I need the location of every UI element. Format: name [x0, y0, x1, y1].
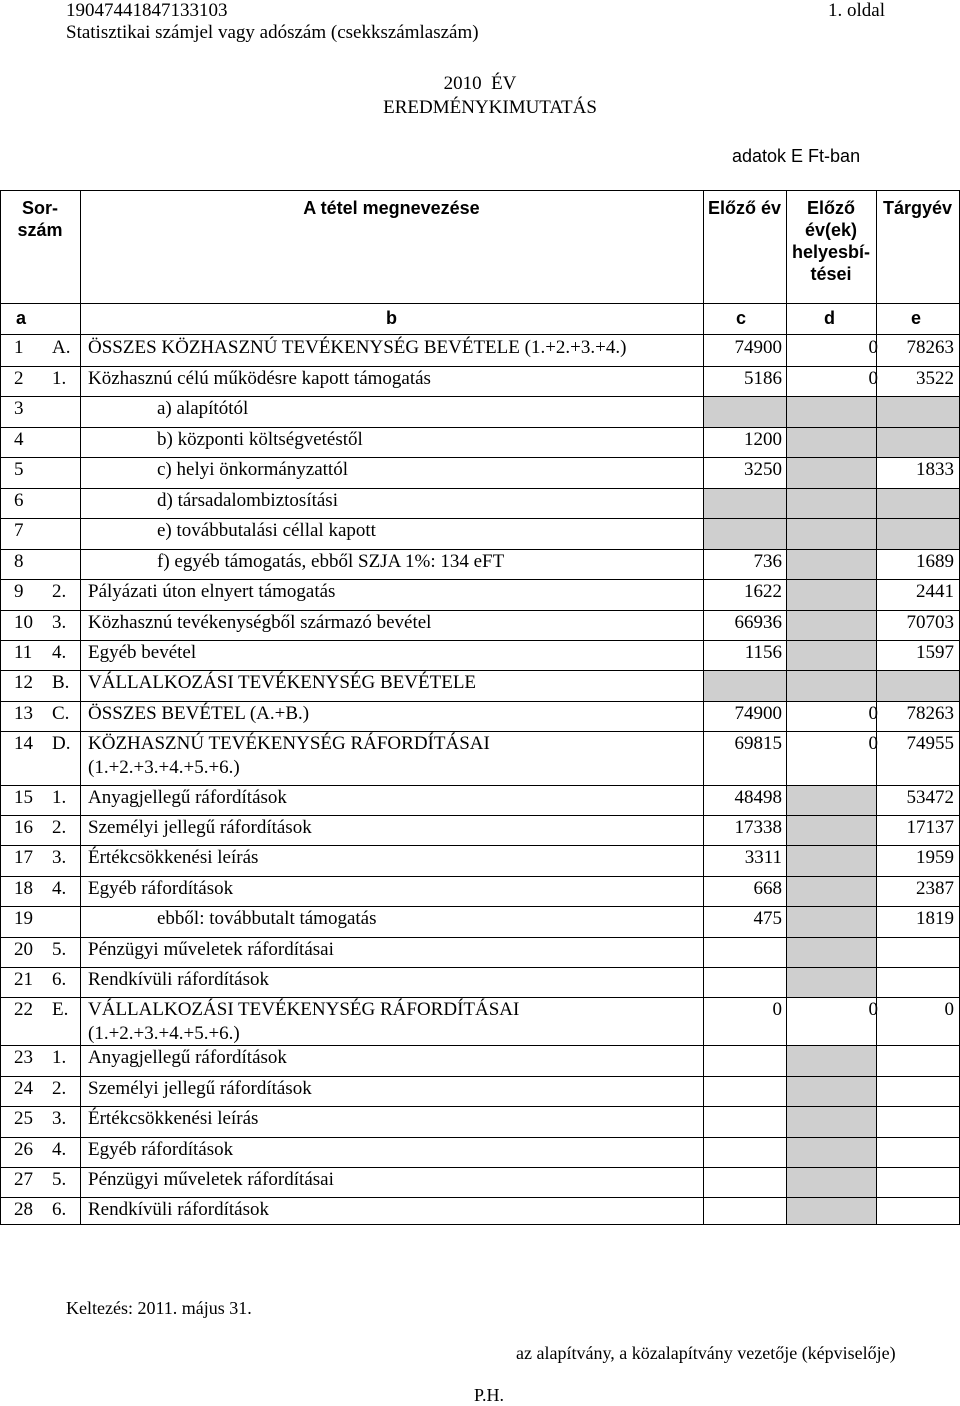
letter-a: a — [16, 308, 27, 328]
value-adjustments: 0 — [868, 733, 878, 754]
row-number: 6 — [14, 490, 24, 511]
item-code: 3. — [52, 612, 67, 633]
value-previous-year: 668 — [753, 878, 782, 899]
item-name: f) egyéb támogatás, ebből SZJA 1%: 134 eFT — [157, 551, 505, 572]
item-code: 1. — [52, 787, 67, 808]
row-number: 7 — [14, 520, 24, 541]
item-code: 6. — [52, 969, 67, 990]
row-number: 8 — [14, 551, 24, 572]
value-current-year: 1819 — [916, 908, 954, 929]
shaded-cell — [787, 428, 876, 457]
letter-b: b — [386, 308, 397, 328]
shaded-cell — [787, 641, 876, 670]
item-code: C. — [52, 703, 70, 724]
date-line: Keltezés: 2011. május 31. — [66, 1298, 252, 1318]
value-previous-year: 5186 — [744, 368, 782, 389]
item-name: Egyéb ráfordítások — [88, 1139, 234, 1160]
item-name: ÖSSZES BEVÉTEL (A.+B.) — [88, 703, 310, 724]
value-current-year: 1959 — [916, 847, 954, 868]
item-code: 4. — [52, 878, 67, 899]
item-name: c) helyi önkormányzattól — [157, 459, 348, 480]
value-previous-year: 48498 — [734, 787, 782, 808]
value-previous-year: 475 — [753, 908, 782, 929]
shaded-cell — [787, 671, 876, 701]
identifier-caption: Statisztikai számjel vagy adószám (csekkszámlaszám) — [66, 22, 479, 43]
value-current-year: 17137 — [906, 817, 954, 838]
row-number: 22 — [14, 999, 33, 1020]
row-number: 23 — [14, 1047, 33, 1068]
item-code: 5. — [52, 939, 67, 960]
value-current-year: 53472 — [906, 787, 954, 808]
row-divider — [0, 366, 960, 367]
shaded-cell — [787, 489, 876, 518]
value-previous-year: 1622 — [744, 581, 782, 602]
page-number: 1. oldal — [828, 0, 885, 21]
row-number: 21 — [14, 969, 33, 990]
item-name: a) alapítótól — [157, 398, 249, 419]
item-name: Értékcsökkenési leírás — [88, 1108, 259, 1129]
letter-e: e — [911, 308, 922, 328]
shaded-cell — [787, 786, 876, 815]
shaded-cell — [787, 1198, 876, 1224]
report-year: 2010 ÉV — [443, 73, 517, 94]
row-number: 11 — [14, 642, 33, 663]
header-item-name: A tétel megnevezése — [303, 198, 480, 218]
value-previous-year: 66936 — [734, 612, 782, 633]
value-adjustments: 0 — [868, 337, 878, 358]
value-current-year: 2441 — [916, 581, 954, 602]
shaded-cell — [877, 671, 959, 701]
shaded-cell — [787, 550, 876, 579]
header-sorszam: Sor- szám — [17, 198, 63, 240]
value-current-year: 78263 — [906, 703, 954, 724]
shaded-cell — [877, 519, 959, 549]
item-code: 1. — [52, 1047, 67, 1068]
row-divider — [0, 997, 960, 998]
stamp-placeholder: P.H. — [474, 1385, 505, 1405]
row-number: 19 — [14, 908, 33, 929]
column-letter-row — [0, 308, 960, 332]
row-number: 20 — [14, 939, 33, 960]
item-name: Közhasznú tevékenységből származó bevétel — [88, 612, 432, 633]
header-previous-year: Előző év — [707, 198, 782, 218]
value-current-year: 2387 — [916, 878, 954, 899]
shaded-cell — [787, 877, 876, 906]
row-number: 27 — [14, 1169, 33, 1190]
item-code: 5. — [52, 1169, 67, 1190]
shaded-cell — [704, 671, 786, 701]
item-name: Pénzügyi műveletek ráfordításai — [88, 939, 334, 960]
value-adjustments: 0 — [868, 368, 878, 389]
column-divider — [703, 190, 704, 1224]
row-number: 17 — [14, 847, 33, 868]
shaded-cell — [787, 1046, 876, 1076]
item-code: 3. — [52, 847, 67, 868]
shaded-cell — [787, 1138, 876, 1167]
row-number: 28 — [14, 1199, 33, 1220]
shaded-cell — [787, 816, 876, 845]
shaded-cell — [704, 519, 786, 549]
letter-d: d — [824, 308, 835, 328]
item-code: 3. — [52, 1108, 67, 1129]
unit-note: adatok E Ft-ban — [732, 146, 861, 166]
row-divider — [0, 731, 960, 732]
item-name: Rendkívüli ráfordítások — [88, 969, 269, 990]
row-number: 14 — [14, 733, 33, 754]
item-name-continuation: (1.+2.+3.+4.+5.+6.) — [88, 757, 240, 778]
shaded-cell — [787, 611, 876, 640]
row-number: 3 — [14, 398, 24, 419]
row-number: 25 — [14, 1108, 33, 1129]
shaded-cell — [704, 397, 786, 427]
value-previous-year: 1200 — [744, 429, 782, 450]
item-code: 4. — [52, 642, 67, 663]
item-code: D. — [52, 733, 71, 754]
shaded-cell — [787, 1077, 876, 1106]
shaded-cell — [877, 397, 959, 427]
item-name: VÁLLALKOZÁSI TEVÉKENYSÉG BEVÉTELE — [88, 672, 477, 693]
row-number: 18 — [14, 878, 33, 899]
row-number: 13 — [14, 703, 33, 724]
shaded-cell — [787, 580, 876, 610]
row-divider — [0, 334, 960, 335]
column-divider — [80, 190, 81, 1224]
header-previous-adjustments: Előző év(ek) helyesbí- tései — [791, 198, 871, 284]
shaded-cell — [787, 397, 876, 427]
row-number: 5 — [14, 459, 24, 480]
item-name: Rendkívüli ráfordítások — [88, 1199, 269, 1220]
row-number: 26 — [14, 1139, 33, 1160]
item-name: ebből: továbbutalt támogatás — [157, 908, 377, 929]
value-current-year: 1689 — [916, 551, 954, 572]
item-code: 2. — [52, 581, 67, 602]
value-previous-year: 3250 — [744, 459, 782, 480]
value-previous-year: 74900 — [734, 337, 782, 358]
item-name: Anyagjellegű ráfordítások — [88, 1047, 287, 1068]
row-number: 16 — [14, 817, 33, 838]
item-name: Pénzügyi műveletek ráfordításai — [88, 1169, 334, 1190]
item-code: B. — [52, 672, 70, 693]
item-name: Személyi jellegű ráfordítások — [88, 817, 312, 838]
value-previous-year: 1156 — [744, 642, 782, 663]
header-divider — [0, 303, 960, 304]
shaded-cell — [787, 846, 876, 876]
item-name: e) továbbutalási céllal kapott — [157, 520, 376, 541]
shaded-cell — [787, 1168, 876, 1197]
value-current-year: 0 — [944, 999, 954, 1020]
item-name: Közhasznú célú működésre kapott támogatás — [88, 368, 431, 389]
value-previous-year: 0 — [772, 999, 782, 1020]
item-name: Személyi jellegű ráfordítások — [88, 1078, 312, 1099]
value-previous-year: 3311 — [744, 847, 782, 868]
value-current-year: 70703 — [906, 612, 954, 633]
value-previous-year: 74900 — [734, 703, 782, 724]
item-name: ÖSSZES KÖZHASZNÚ TEVÉKENYSÉG BEVÉTELE (1.+2.+3.+4.) — [88, 337, 627, 358]
row-number: 10 — [14, 612, 33, 633]
item-name: KÖZHASZNÚ TEVÉKENYSÉG RÁFORDÍTÁSAI — [88, 733, 490, 754]
value-adjustments: 0 — [868, 703, 878, 724]
row-number: 4 — [14, 429, 24, 450]
shaded-cell — [787, 519, 876, 549]
value-current-year: 1833 — [916, 459, 954, 480]
shaded-cell — [877, 428, 959, 457]
row-number: 12 — [14, 672, 33, 693]
row-divider — [0, 701, 960, 702]
item-code: 1. — [52, 368, 67, 389]
identifier-number: 19047441847133103 — [66, 0, 228, 21]
shaded-cell — [704, 489, 786, 518]
item-name: d) társadalombiztosítási — [157, 490, 338, 511]
table-header — [0, 191, 960, 303]
item-name: Pályázati úton elnyert támogatás — [88, 581, 336, 602]
item-code: E. — [52, 999, 69, 1020]
item-name: Egyéb ráfordítások — [88, 878, 234, 899]
signatory-caption: az alapítvány, a közalapítvány vezetője (képviselője) — [516, 1343, 896, 1363]
value-previous-year: 69815 — [734, 733, 782, 754]
item-name: b) központi költségvetéstől — [157, 429, 363, 450]
shaded-cell — [877, 489, 959, 518]
value-adjustments: 0 — [868, 999, 878, 1020]
value-previous-year: 736 — [753, 551, 782, 572]
item-code: 2. — [52, 817, 67, 838]
shaded-cell — [787, 1107, 876, 1137]
row-number: 1 — [14, 337, 24, 358]
row-number: 2 — [14, 368, 24, 389]
item-name: Anyagjellegű ráfordítások — [88, 787, 287, 808]
row-divider — [0, 1224, 960, 1225]
report-title: EREDMÉNYKIMUTATÁS — [383, 97, 597, 118]
shaded-cell — [787, 458, 876, 488]
table-border-left — [0, 190, 1, 1224]
row-number: 9 — [14, 581, 24, 602]
item-code: 2. — [52, 1078, 67, 1099]
letter-c: c — [736, 308, 747, 328]
shaded-cell — [787, 968, 876, 997]
value-current-year: 78263 — [906, 337, 954, 358]
value-current-year: 3522 — [916, 368, 954, 389]
row-number: 24 — [14, 1078, 33, 1099]
header-current-year: Tárgyév — [882, 198, 953, 218]
value-previous-year: 17338 — [734, 817, 782, 838]
value-current-year: 1597 — [916, 642, 954, 663]
item-code: 6. — [52, 1199, 67, 1220]
shaded-cell — [787, 938, 876, 967]
item-name: VÁLLALKOZÁSI TEVÉKENYSÉG RÁFORDÍTÁSAI — [88, 999, 520, 1020]
item-code: 4. — [52, 1139, 67, 1160]
item-code: A. — [52, 337, 71, 358]
row-number: 15 — [14, 787, 33, 808]
item-name: Értékcsökkenési leírás — [88, 847, 259, 868]
item-name-continuation: (1.+2.+3.+4.+5.+6.) — [88, 1023, 240, 1044]
shaded-cell — [787, 907, 876, 937]
item-name: Egyéb bevétel — [88, 642, 197, 663]
value-current-year: 74955 — [906, 733, 954, 754]
